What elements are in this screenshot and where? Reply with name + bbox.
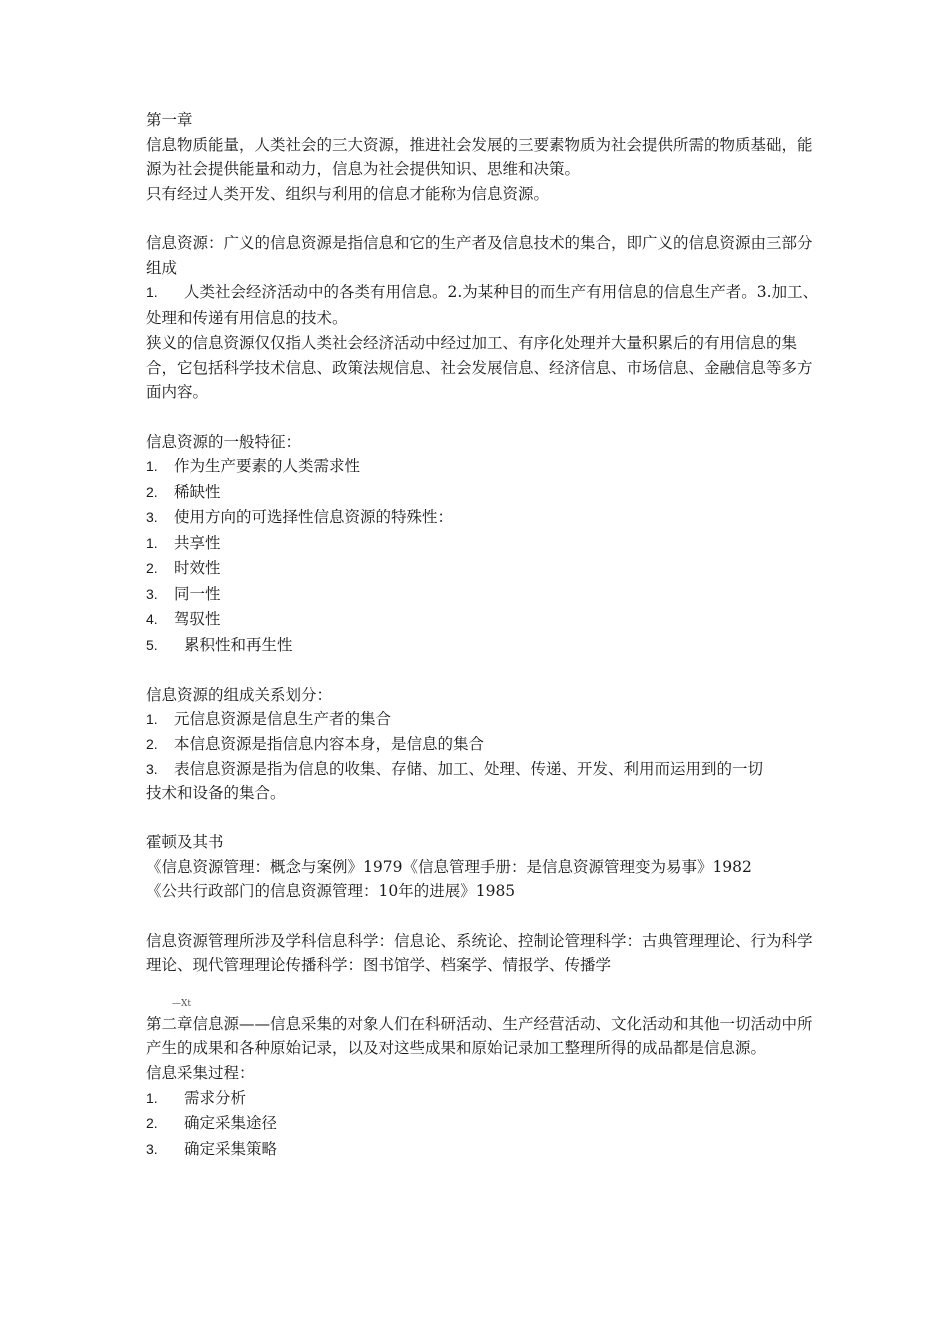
- list-text: 元信息资源是信息生产者的集合: [174, 710, 392, 729]
- list-text: 驾驭性: [174, 610, 221, 629]
- list-number: 3.: [146, 760, 158, 777]
- spacer: [146, 658, 826, 683]
- list-number: 5.: [146, 636, 158, 653]
- list-text: 人类社会经济活动中的各类有用信息。2.为某种目的而生产有用信息的信息生产者。3.加工、处理和传递有用信息的技术。: [146, 283, 819, 327]
- list-item: [146, 757, 826, 782]
- list-text: 确定采集策略: [184, 1139, 278, 1158]
- spacer: [146, 806, 826, 831]
- list-text: 需求分析: [184, 1088, 247, 1107]
- list-text: 共享性: [174, 533, 221, 552]
- list-item: [146, 633, 826, 659]
- list-number: 2.: [146, 483, 158, 500]
- spacer: [146, 978, 826, 998]
- list-text: 使用方向的可选择性信息资源的特殊性：: [174, 508, 454, 527]
- paragraph-three-resources: 信息物质能量，人类社会的三大资源，推进社会发展的三要素物质为社会提供所需的物质基础，能源为社会提供能量和动力，信息为社会提供知识、思维和决策。: [146, 135, 813, 179]
- spacer: [146, 206, 826, 231]
- list-text: 表信息资源是指为信息的收集、存储、加工、处理、传递、开发、利用而运用到的一切: [174, 759, 764, 778]
- list-item: [146, 1137, 826, 1163]
- list-number: 3.: [146, 1140, 158, 1157]
- list-text: 时效性: [174, 559, 221, 578]
- spacer: [146, 904, 826, 929]
- list-text: 稀缺性: [174, 482, 221, 501]
- list-item: [146, 280, 826, 331]
- list-item: [146, 582, 826, 608]
- features-title: 信息资源的一般特征：: [146, 432, 302, 451]
- horton-title: 霍顿及其书: [146, 833, 224, 852]
- list-item: [146, 556, 826, 582]
- horton-books-line-1: 《信息资源管理：概念与案例》1979《信息管理手册：是信息资源管理变为易事》1982: [146, 857, 752, 876]
- list-number: 3.: [146, 509, 158, 526]
- list-number: 2.: [146, 735, 158, 752]
- list-item: [146, 607, 826, 633]
- document-page: [146, 108, 826, 1162]
- list-item: [146, 732, 826, 757]
- list-item: [146, 1111, 826, 1137]
- paragraph-narrow-definition: 狭义的信息资源仅仅指人类社会经济活动中经过加工、有序化处理并大量积累后的有用信息的集合，它包括科学技术信息、政策法规信息、社会发展信息、经济信息、市场信息、金融信息等多方面内容。: [146, 334, 813, 402]
- list-item: [146, 707, 826, 732]
- list-number: 1.: [146, 534, 158, 551]
- list-text: 同一性: [174, 584, 221, 603]
- composition-tail: 技术和设备的集合。: [146, 784, 286, 803]
- list-number: 1.: [146, 284, 158, 301]
- list-number: 1.: [146, 711, 158, 728]
- chapter-one-title: 第一章: [146, 111, 193, 129]
- list-text: 累积性和再生性: [184, 635, 293, 654]
- list-text: 作为生产要素的人类需求性: [174, 457, 361, 476]
- list-item: [146, 1086, 826, 1112]
- list-text: 本信息资源是指信息内容本身，是信息的集合: [174, 734, 485, 753]
- list-item: [146, 454, 826, 480]
- paragraph-disciplines: 信息资源管理所涉及学科信息科学：信息论、系统论、控制论管理科学：古典管理理论、行为科学理论、现代管理理论传播科学：图书馆学、档案学、情报学、传播学: [146, 931, 813, 975]
- composition-title: 信息资源的组成关系划分：: [146, 685, 333, 704]
- list-number: 2.: [146, 560, 158, 577]
- paragraph-broad-definition: 信息资源：广义的信息资源是指信息和它的生产者及信息技术的集合，即广义的信息资源由三部分组成: [146, 233, 813, 277]
- list-number: 1.: [146, 458, 158, 475]
- paragraph-info-resource-def: 只有经过人类开发、组织与利用的信息才能称为信息资源。: [146, 184, 550, 203]
- chapter-two-paragraph: 第二章信息源——信息采集的对象人们在科研活动、生产经营活动、文化活动和其他一切活动中所产生的成果和各种原始记录，以及对这些成果和原始记录加工整理所得的成品都是信息源。: [146, 1014, 813, 1058]
- small-mark: —Xt: [172, 998, 192, 1009]
- collect-title: 信息采集过程：: [146, 1064, 255, 1083]
- list-number: 3.: [146, 585, 158, 602]
- list-number: 2.: [146, 1115, 158, 1132]
- list-item: [146, 505, 826, 531]
- list-item: [146, 480, 826, 506]
- horton-books-line-2: 《公共行政部门的信息资源管理：10年的进展》1985: [146, 882, 516, 901]
- list-number: 4.: [146, 611, 158, 628]
- list-text: 确定采集途径: [184, 1114, 278, 1133]
- list-number: 1.: [146, 1089, 158, 1106]
- list-item: [146, 531, 826, 557]
- spacer: [146, 405, 826, 430]
